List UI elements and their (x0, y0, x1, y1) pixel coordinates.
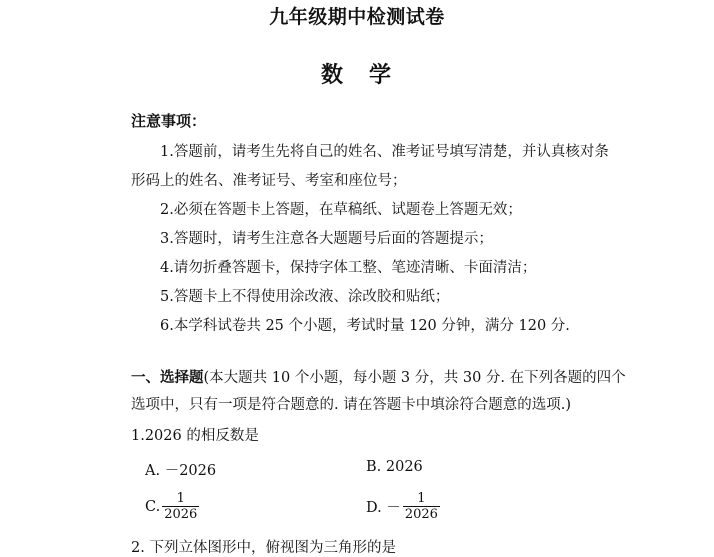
section-1-desc-continued: 选项中，只有一项是符合题意的. 请在答题卡中填涂符合题意的选项.) (131, 397, 571, 413)
option-c-fraction (162, 491, 199, 522)
option-d-fraction (403, 491, 440, 522)
section-1-desc: (本大题共 10 个小题，每小题 3 分，共 30 分. 在下列各题的四个 (203, 370, 626, 386)
note-item-4: 4.请勿折叠答题卡，保持字体工整、笔迹清晰、卡面清洁； (160, 260, 537, 276)
option-d-label: D. － (366, 500, 401, 516)
note-item-6: 6.本学科试卷共 25 个小题，考试时量 120 分钟，满分 120 分. (160, 318, 570, 334)
question-1-option-b: B. 2026 (366, 459, 423, 475)
note-item-5: 5.答题卡上不得使用涂改液、涂改胶和贴纸； (160, 289, 450, 305)
question-1-stem: 1.2026 的相反数是 (131, 428, 259, 444)
section-1-title: 一、选择题 (131, 370, 204, 386)
option-d-numerator: 1 (417, 491, 426, 506)
option-c-denominator: 2026 (164, 507, 198, 522)
note-item-3: 3.答题时，请考生注意各大题题号后面的答题提示； (160, 231, 493, 247)
question-1-option-a: A. －2026 (145, 463, 217, 479)
subject-title: 数 学 (320, 63, 393, 88)
option-d-denominator: 2026 (404, 507, 438, 522)
note-item-2: 2.必须在答题卡上答题，在草稿纸、试题卷上答题无效； (160, 202, 522, 218)
notes-heading: 注意事项： (131, 112, 207, 130)
note-item-1-continued: 形码上的姓名、准考证号、考室和座位号； (131, 173, 407, 189)
option-c-numerator: 1 (176, 491, 185, 506)
question-1-option-c (145, 491, 199, 522)
question-2-stem: 2. 下列立体图形中，俯视图为三角形的是 (131, 540, 396, 556)
section-1-heading (131, 366, 626, 387)
exam-title: 九年级期中检测试卷 (269, 6, 445, 28)
question-1-option-d (366, 491, 440, 522)
option-c-label: C. (145, 498, 161, 515)
note-item-1: 1.答题前，请考生先将自己的姓名、准考证号填写清楚，并认真核对条 (160, 144, 609, 160)
